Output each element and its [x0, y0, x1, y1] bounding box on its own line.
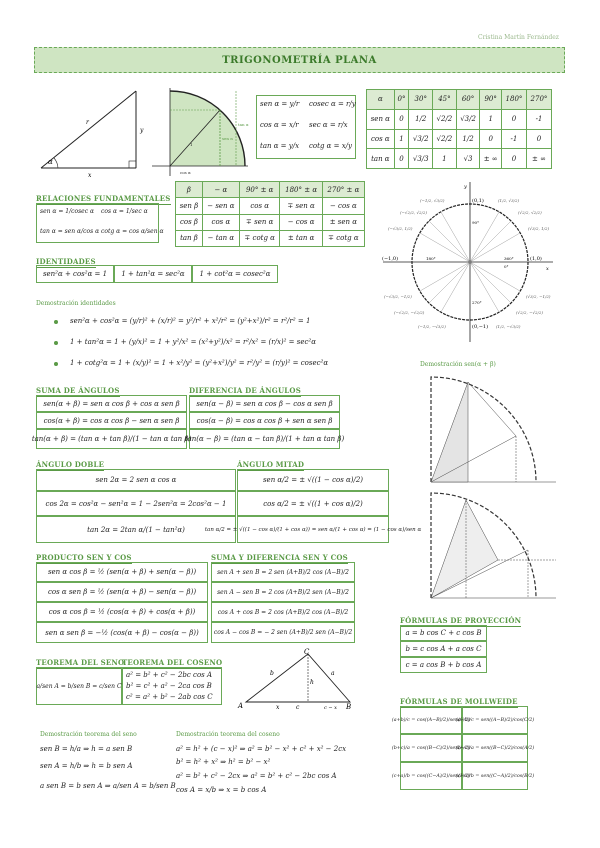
angle-cell: 0	[526, 129, 551, 149]
doble-item: tan 2α = 2tan α/(1 − tan²α)	[36, 516, 236, 543]
sen-label: sen α	[222, 136, 233, 141]
angle-header: 45°	[433, 90, 457, 110]
angle-cell: 1	[433, 149, 457, 169]
side-a: a	[331, 670, 335, 677]
demo-ident-title: Demostración identidades	[36, 300, 116, 307]
bullet	[54, 320, 58, 324]
angle-cell: sen α	[367, 109, 395, 129]
svg-text:(√3/2, 1/2): (√3/2, 1/2)	[528, 226, 550, 231]
bullet	[54, 362, 58, 366]
red-cell: ± tan α	[280, 230, 322, 246]
svg-text:(1/2, −√3/2): (1/2, −√3/2)	[496, 324, 521, 329]
svg-text:(−√2/2, √2/2): (−√2/2, √2/2)	[400, 210, 427, 215]
vertex-b: B	[346, 703, 352, 711]
angle-cell: 1	[480, 109, 502, 129]
angle-cell: ± ∞	[480, 149, 502, 169]
angle-0: 0°	[504, 264, 509, 269]
reduction-table	[175, 181, 365, 247]
teorema-seno-formula: a/sen A = b/sen B = c/sen C	[36, 667, 122, 705]
svg-text:(√2/2, −√2/2): (√2/2, −√2/2)	[516, 310, 543, 315]
def-tan: tan α = y/x	[260, 142, 300, 150]
red-cell: sen β	[176, 198, 203, 214]
angle-header: 0°	[394, 90, 409, 110]
demo-seno-line: sen B = h/a ⇒ h = a sen B	[40, 745, 133, 753]
axis-x: x	[546, 266, 549, 272]
angle-cell: √3/2	[409, 129, 433, 149]
identidades-title: IDENTIDADES	[36, 257, 96, 266]
page-title: TRIGONOMETRÍA PLANA	[222, 54, 377, 66]
vertex-c: C	[304, 648, 310, 656]
suma-item: tan(α + β) = (tan α + tan β)/(1 − tan α tan β)	[36, 429, 187, 449]
angle-cell: tan α	[367, 149, 395, 169]
height-h: h	[310, 679, 314, 686]
mollweide-title: FÓRMULAS DE MOLLWEIDE	[400, 697, 518, 706]
side-b: b	[270, 670, 274, 677]
producto-item: cos α cos β = ½ (cos(α + β) + cos(α + β))	[36, 602, 208, 622]
angle-90: 90°	[472, 220, 480, 225]
angle-cell: √2/2	[433, 129, 457, 149]
angle-cell: cos α	[367, 129, 395, 149]
mollweide-item: (b−c)/a = sen((B−C)/2)/cos(A/2)	[462, 734, 528, 762]
angle-header: 30°	[409, 90, 433, 110]
def-cosec: cosec α = r/y	[309, 100, 356, 108]
red-cell: − cos α	[322, 198, 364, 214]
def-cotg: cotg α = x/y	[309, 142, 352, 150]
angle-header: 60°	[456, 90, 480, 110]
red-cell: ± sen α	[322, 214, 364, 230]
angle-header: 180°	[501, 90, 526, 110]
sumadif-item: sen A + sen B = 2 sen (A+B)/2 cos (A−B)/2	[211, 562, 355, 582]
one-label: 1	[190, 142, 193, 147]
author: Cristina Martín Fernández	[478, 34, 559, 41]
triangle-abc-figure	[238, 648, 358, 710]
angle-cell: √3	[456, 149, 480, 169]
sum-proof-figure-1	[428, 374, 558, 486]
side-c: c	[296, 704, 300, 711]
ident-3: 1 + cot²α = cosec²α	[192, 265, 278, 283]
coseno-item: b² = c² + a² − 2ca cos B	[126, 682, 212, 690]
angle-cell: 1/2	[456, 129, 480, 149]
alpha-label: α	[48, 158, 53, 166]
red-cell: cos α	[202, 214, 239, 230]
rel-item: cos α = 1/sec α	[101, 208, 148, 215]
mollweide-item: (b+c)/a = cos((B−C)/2)/sen(A/2)	[400, 734, 462, 762]
demo-coseno-title: Demostración teorema del coseno	[176, 731, 280, 738]
angle-cell: 1/2	[409, 109, 433, 129]
angle-cell: 0	[394, 149, 409, 169]
svg-text:(−√3/2, −1/2): (−√3/2, −1/2)	[384, 294, 412, 299]
unit-circle-figure	[150, 86, 250, 178]
suma-title: SUMA DE ÁNGULOS	[36, 386, 120, 395]
ident-1: sen²α + cos²α = 1	[36, 265, 114, 283]
title-banner	[34, 47, 565, 73]
pt-1-0: (1,0)	[530, 256, 542, 262]
mollweide-item: (c+a)/b = cos((C−A)/2)/sen(B/2)	[400, 762, 462, 790]
doble-item: cos 2α = cos²α − sen²α = 1 − 2sen²α = 2cos²α − 1	[36, 491, 236, 516]
def-sen: sen α = y/r	[260, 100, 300, 108]
vertex-a: A	[238, 702, 244, 710]
teorema-seno-title: TEOREMA DEL SENO	[36, 658, 125, 667]
demo-seno-line: a sen B = b sen A ⇒ a/sen A = b/sen B	[40, 782, 176, 790]
mollweide-item: (a−b)/c = sen((A−B)/2)/cos(C/2)	[462, 706, 528, 734]
definitions-box	[256, 95, 356, 159]
doble-item: sen 2α = 2 sen α cos α	[36, 469, 236, 491]
svg-text:(−1/2, √3/2): (−1/2, √3/2)	[420, 198, 445, 203]
angle-cell: √3/3	[409, 149, 433, 169]
proyeccion-item: b = c cos A + a cos C	[400, 641, 487, 657]
coseno-item: c² = a² + b² − 2ab cos C	[126, 693, 213, 701]
svg-text:(√2/2, √2/2): (√2/2, √2/2)	[518, 210, 542, 215]
mitad-item: cos α/2 = ± √((1 + cos α)/2)	[237, 491, 389, 516]
proyeccion-item: c = a cos B + b cos A	[400, 657, 487, 673]
svg-text:(−√2/2, −√2/2): (−√2/2, −√2/2)	[394, 310, 425, 315]
cos-label: cos α	[180, 170, 191, 175]
unit-circle-angles	[378, 180, 558, 345]
angle-cell: 0	[501, 109, 526, 129]
svg-text:(1/2, √3/2): (1/2, √3/2)	[498, 198, 520, 203]
angle-values-table	[366, 89, 552, 169]
angle-header: α	[367, 90, 395, 110]
demo-coseno-line: a² = b² + c² − 2cx ⇒ a² = b² + c² − 2bc cos A	[176, 772, 337, 780]
angle-cell: 0	[501, 149, 526, 169]
r-label: r	[86, 119, 89, 126]
rel-item: sen α = 1/cosec α	[40, 208, 95, 215]
red-header: β	[176, 182, 203, 198]
producto-item: sen α sen β = −½ (cos(α + β) − cos(α − β))	[36, 622, 208, 643]
producto-title: PRODUCTO SEN Y COS	[36, 553, 132, 562]
angle-cell: ± ∞	[526, 149, 551, 169]
demo-seno-title: Demostración teorema del seno	[40, 731, 137, 738]
angle-cell: √2/2	[433, 109, 457, 129]
mitad-item: sen α/2 = ± √((1 − cos α)/2)	[237, 469, 389, 491]
def-sec: sec α = r/x	[309, 121, 348, 129]
mollweide-item: (c−a)/b = sen((C−A)/2)/cos(B/2)	[462, 762, 528, 790]
coseno-item: a² = b² + c² − 2bc cos A	[126, 671, 213, 679]
demo-ident-line: 1 + tan²α = 1 + (y/x)² = 1 + y²/x² = (x²+y²)/x² = r²/x² = (r/x)² = sec²α	[70, 338, 316, 346]
relaciones-box	[36, 203, 164, 243]
diferencia-item: tan(α − β) = (tan α − tan β)/(1 + tan α tan β)	[189, 429, 340, 449]
red-cell: ∓ sen α	[239, 214, 280, 230]
teorema-coseno-title: TEOREMA DEL COSENO	[122, 658, 223, 667]
angle-cell: 0	[480, 129, 502, 149]
angle-360: 360°	[504, 256, 514, 261]
red-header: 90° ± α	[239, 182, 280, 198]
proyeccion-item: a = b cos C + c cos B	[400, 625, 487, 641]
red-cell: cos β	[176, 214, 203, 230]
demo-seno-line: sen A = h/b ⇒ h = b sen A	[40, 762, 133, 770]
angle-header: 90°	[480, 90, 502, 110]
angle-180: 180°	[426, 256, 436, 261]
rel-item: cotg α = cos α/sen α	[101, 228, 164, 235]
producto-item: sen α cos β = ½ (sen(α + β) + sen(α − β))	[36, 562, 208, 582]
angle-cell: 1	[394, 129, 409, 149]
angle-cell: -1	[526, 109, 551, 129]
svg-text:(√3/2, −1/2): (√3/2, −1/2)	[526, 294, 551, 299]
def-cos: cos α = x/r	[260, 121, 299, 129]
sumadif-item: cos A + cos B = 2 cos (A+B)/2 cos (A−B)/2	[211, 602, 355, 622]
red-header: 180° ± α	[280, 182, 322, 198]
red-cell: − tan α	[202, 230, 239, 246]
angle-cell: 0	[394, 109, 409, 129]
angle-cell: -1	[501, 129, 526, 149]
x-label: x	[88, 172, 92, 179]
demo-coseno-line: a² = h² + (c − x)² ⇒ a² = b² − x² + c² + x² − 2cx	[176, 745, 347, 753]
segment-x: x	[276, 704, 280, 711]
diferencia-item: sen(α − β) = sen α cos β − cos α sen β	[189, 395, 340, 412]
sumadif-title: SUMA Y DIFERENCIA SEN Y COS	[211, 553, 348, 562]
demo-sum-title: Demostración sen(α + β)	[420, 361, 496, 368]
red-cell: − cos α	[280, 214, 322, 230]
proyeccion-title: FÓRMULAS DE PROYECCIÓN	[400, 616, 522, 625]
suma-item: sen(α + β) = sen α cos β + cos α sen β	[36, 395, 187, 412]
pt-0-m1: (0,−1)	[472, 324, 489, 330]
red-cell: tan β	[176, 230, 203, 246]
rel-item: tan α = sen α/cos α	[40, 228, 100, 235]
diferencia-item: cos(α − β) = cos α cos β + sen α sen β	[189, 412, 340, 429]
demo-coseno-line: b² = h² + x² ⇒ h² = b² − x²	[176, 758, 271, 766]
red-cell: ∓ cotg α	[322, 230, 364, 246]
mitad-title: ÁNGULO MITAD	[237, 460, 305, 469]
red-cell: ∓ cotg α	[239, 230, 280, 246]
red-cell: ∓ sen α	[280, 198, 322, 214]
suma-item: cos(α + β) = cos α cos β − sen α sen β	[36, 412, 187, 429]
doble-title: ÁNGULO DOBLE	[36, 460, 105, 469]
pt-0-1: (0,1)	[472, 198, 484, 204]
diferencia-title: DIFERENCIA DE ÁNGULOS	[189, 386, 301, 395]
svg-text:(−√3/2, 1/2): (−√3/2, 1/2)	[388, 226, 413, 231]
red-header: − α	[202, 182, 239, 198]
sumadif-item: sen A − sen B = 2 cos (A+B)/2 sen (A−B)/2	[211, 582, 355, 602]
y-label: y	[140, 127, 144, 134]
axis-y: y	[464, 184, 467, 190]
demo-ident-line: sen²α + cos²α = (y/r)² + (x/r)² = y²/r² + x²/r² = (y²+x²)/r² = r²/r² = 1	[70, 317, 311, 325]
mitad-item: tan α/2 = ± √((1 − cos α)/(1 + cos α)) = sen α/(1 + cos α) = (1 − cos α)/sen α	[237, 516, 389, 543]
pt-m1-0: (−1,0)	[382, 256, 399, 262]
mollweide-item: (a+b)/c = cos((A−B)/2)/sen(C/2)	[400, 706, 462, 734]
svg-text:(−1/2, −√3/2): (−1/2, −√3/2)	[418, 324, 446, 329]
red-cell: − sen α	[202, 198, 239, 214]
red-header: 270° ± α	[322, 182, 364, 198]
right-triangle-figure	[36, 86, 146, 179]
angle-header: 270°	[526, 90, 551, 110]
tan-label: tan α	[238, 122, 249, 127]
bullet	[54, 341, 58, 345]
side-cx: c − x	[324, 705, 337, 711]
sumadif-item: cos A − cos B = − 2 sen (A+B)/2 sen (A−B)/2	[211, 622, 355, 643]
producto-item: cos α sen β = ½ (sen(α + β) − sen(α − β))	[36, 582, 208, 602]
angle-cell: √3/2	[456, 109, 480, 129]
angle-270: 270°	[472, 300, 482, 305]
red-cell: cos α	[239, 198, 280, 214]
sum-proof-figure-2	[428, 490, 558, 602]
ident-2: 1 + tan²α = sec²α	[114, 265, 192, 283]
demo-coseno-line: cos A = x/b ⇒ x = b cos A	[176, 786, 267, 794]
teorema-coseno-box	[122, 667, 222, 705]
relaciones-title: RELACIONES FUNDAMENTALES	[36, 194, 171, 203]
demo-ident-line: 1 + cotg²α = 1 + (x/y)² = 1 + x²/y² = (y²+x²)/y² = r²/y² = (r/y)² = cosec²α	[70, 359, 329, 367]
